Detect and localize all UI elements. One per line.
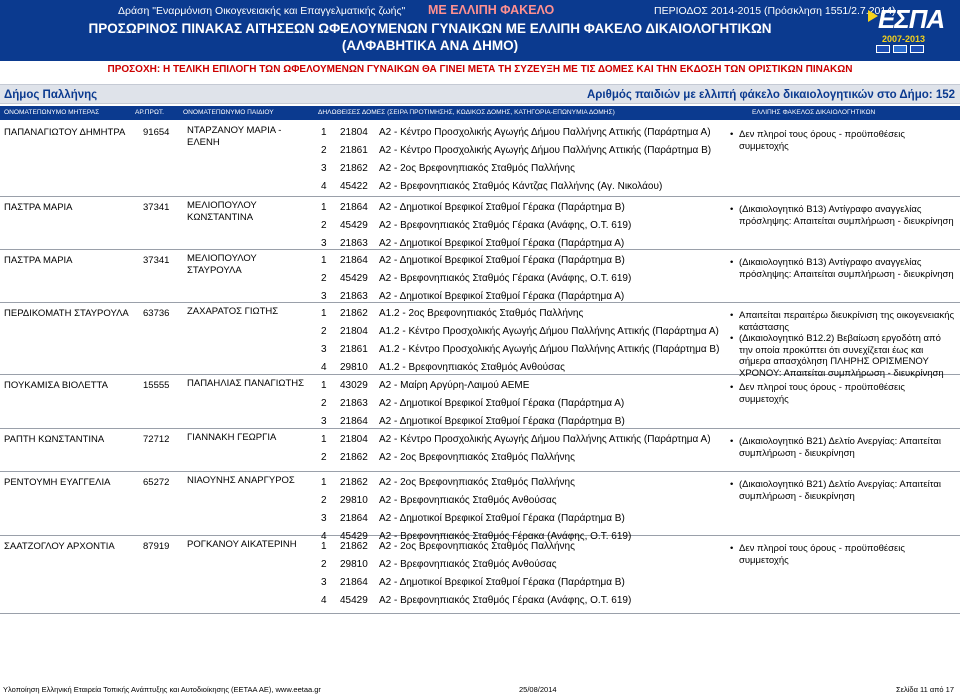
- espa-logo: [870, 4, 952, 54]
- missing-document-note: [729, 310, 955, 333]
- municipality-count: [587, 89, 955, 101]
- facility-description: Α2 - Δημοτικοί Βρεφικοί Σταθμοί Γέρακα (Παράρτημα Β): [379, 513, 625, 524]
- table-row: [0, 375, 960, 429]
- facility-code: 21864: [340, 416, 368, 427]
- child-name: ΓΙΑΝΝΑΚΗ ΓΕΩΡΓΙΑ: [187, 432, 277, 443]
- missing-document-note: [729, 333, 955, 379]
- mother-name: ΠΑΣΤΡΑ ΜΑΡΙΑ: [4, 255, 73, 266]
- note-text: (Δικαιολογητικό Β12.2) Βεβαίωση εργοδότη από την οποία προκύπτει ότι συνεχίζεται έως και σήμερα απασχόληση ΠΛΗΡΗΣ ΟΡΙΣΜΕΝΟΥ ΧΡΟΝΟΥ: Απαιτείται συμπλήρωση - διευκρίνηση: [739, 333, 944, 379]
- logo-years: 2007-2013: [882, 34, 926, 44]
- facility-code: 29810: [340, 495, 368, 506]
- option-rank: 1: [321, 541, 327, 552]
- note-text: (Δικαιολογητικό Β21) Δελτίο Ανεργίας: Απαιτείται συμπλήρωση - διευκρίνηση: [739, 436, 941, 459]
- facility-code: 21862: [340, 308, 368, 319]
- eu-greece-flags-icon: [876, 45, 946, 53]
- facility-code: 21861: [340, 145, 368, 156]
- facility-description: Α2 - Δημοτικοί Βρεφικοί Σταθμοί Γέρακα (Παράρτημα Α): [379, 291, 625, 302]
- option-rank: 1: [321, 380, 327, 391]
- option-rank: 2: [321, 326, 327, 337]
- facility-description: Α2 - Μαίρη Αργύρη-Λαιμού ΑΕΜΕ: [379, 380, 530, 391]
- option-rank: 1: [321, 202, 327, 213]
- missing-document-note: [729, 204, 955, 227]
- facility-description: Α2 - Δημοτικοί Βρεφικοί Σταθμοί Γέρακα (Παράρτημα Β): [379, 255, 625, 266]
- facility-description: Α2 - 2ος Βρεφονηπιακός Σταθμός Παλλήνης: [379, 477, 575, 488]
- option-rank: 1: [321, 434, 327, 445]
- footer-credit: Υλοποίηση Ελληνική Εταιρεία Τοπικής Ανάπτυξης και Αυτοδιοίκησης (ΕΕΤΑΑ ΑΕ), www.eetaa.gr: [3, 685, 321, 694]
- mother-name: ΠΑΠΑΝΑΓΙΩΤΟΥ ΔΗΜΗΤΡΑ: [4, 127, 126, 138]
- facility-description: Α1.2 - Βρεφονηπιακός Σταθμός Ανθούσας: [379, 362, 565, 373]
- option-rank: 2: [321, 145, 327, 156]
- option-rank: 1: [321, 477, 327, 488]
- bullet-icon: •: [730, 479, 734, 490]
- protocol-number: 87919: [143, 541, 170, 552]
- facility-code: 29810: [340, 362, 368, 373]
- missing-document-note: [729, 129, 955, 152]
- facility-description: Α2 - Βρεφονηπιακός Σταθμός Γέρακα (Ανάφης, Ο.Τ. 619): [379, 595, 632, 606]
- document-title: ΠΡΟΣΩΡΙΝΟΣ ΠΙΝΑΚΑΣ ΑΙΤΗΣΕΩΝ ΩΦΕΛΟΥΜΕΝΩΝ ΓΥΝΑΙΚΩΝ ΜΕ ΕΛΛΙΠΗ ΦΑΚΕΛΟ ΔΙΚΑΙΟΛΟΓΗΤΙΚΩΝ: [88, 21, 772, 36]
- note-text: Δεν πληροί τους όρους - προϋποθέσεις συμμετοχής: [739, 382, 905, 405]
- column-header-row: [0, 106, 960, 120]
- mother-name: ΣΑΑΤΖΟΓΛΟΥ ΑΡΧΟΝΤΙΑ: [4, 541, 115, 552]
- facility-code: 21862: [340, 541, 368, 552]
- mother-name: ΠΟΥΚΑΜΙΣΑ ΒΙΟΛΕΤΤΑ: [4, 380, 108, 391]
- col-notes: ΕΛΛΙΠΗΣ ΦΑΚΕΛΟΣ ΔΙΚΑΙΟΛΟΓΗΤΙΚΩΝ: [752, 109, 876, 116]
- bullet-icon: •: [730, 436, 734, 447]
- option-rank: 3: [321, 577, 327, 588]
- facility-code: 21864: [340, 255, 368, 266]
- option-rank: 4: [321, 595, 327, 606]
- facility-description: Α1.2 - Κέντρο Προσχολικής Αγωγής Δήμου Παλλήνης Αττικής (Παράρτημα Α): [379, 326, 719, 337]
- mother-name: ΡΕΝΤΟΥΜΗ ΕΥΑΓΓΕΛΙΑ: [4, 477, 111, 488]
- facility-code: 21804: [340, 127, 368, 138]
- mother-name: ΠΑΣΤΡΑ ΜΑΡΙΑ: [4, 202, 73, 213]
- protocol-number: 65272: [143, 477, 170, 488]
- facility-description: Α2 - Δημοτικοί Βρεφικοί Σταθμοί Γέρακα (Παράρτημα Β): [379, 577, 625, 588]
- municipality-bar: [0, 84, 960, 104]
- child-name: ΝΙΑΟΥΝΗΣ ΑΝΑΡΓΥΡΟΣ: [187, 475, 295, 486]
- facility-description: Α2 - Βρεφονηπιακός Σταθμός Ανθούσας: [379, 495, 557, 506]
- missing-documents: [729, 310, 955, 379]
- facility-description: Α2 - 2ος Βρεφονηπιακός Σταθμός Παλλήνης: [379, 452, 575, 463]
- table-row: [0, 536, 960, 614]
- facility-code: 45422: [340, 181, 368, 192]
- facility-description: Α2 - 2ος Βρεφονηπιακός Σταθμός Παλλήνης: [379, 541, 575, 552]
- facility-code: 21804: [340, 434, 368, 445]
- logo-arrow-icon: [868, 10, 878, 22]
- child-name: ΖΑΧΑΡΑΤΟΣ ΓΙΩΤΗΣ: [187, 306, 279, 317]
- period-label: ΠΕΡΙΟΔΟΣ 2014-2015 (Πρόσκληση 1551/2.7.2014): [654, 5, 896, 17]
- facility-code: 21862: [340, 477, 368, 488]
- col-protocol: ΑΡ.ΠΡΩΤ.: [135, 109, 165, 116]
- facility-code: 21864: [340, 202, 368, 213]
- bullet-icon: •: [730, 382, 734, 393]
- option-rank: 3: [321, 291, 327, 302]
- missing-document-note: [729, 382, 955, 405]
- option-rank: 1: [321, 255, 327, 266]
- facility-code: 45429: [340, 220, 368, 231]
- facility-description: Α2 - Κέντρο Προσχολικής Αγωγής Δήμου Παλλήνης Αττικής (Παράρτημα Α): [379, 127, 711, 138]
- page-header: [0, 0, 960, 61]
- protocol-number: 37341: [143, 202, 170, 213]
- col-options: ΔΗΛΩΘΕΙΣΕΣ ΔΟΜΕΣ (ΣΕΙΡΑ ΠΡΟΤΙΜΗΣΗΣ, ΚΩΔΙΚΟΣ ΔΟΜΗΣ, ΚΑΤΗΓΟΡΙΑ-ΕΠΩΝΥΜΙΑ ΔΟΜΗΣ): [318, 109, 615, 116]
- facility-code: 21861: [340, 344, 368, 355]
- facility-code: 21863: [340, 398, 368, 409]
- option-rank: 3: [321, 163, 327, 174]
- facility-code: 43029: [340, 380, 368, 391]
- option-rank: 4: [321, 181, 327, 192]
- facility-description: Α2 - Δημοτικοί Βρεφικοί Σταθμοί Γέρακα (Παράρτημα Β): [379, 202, 625, 213]
- facility-code: 21862: [340, 163, 368, 174]
- document-subtitle: (ΑΛΦΑΒΗΤΙΚΑ ΑΝΑ ΔΗΜΟ): [341, 38, 519, 53]
- facility-code: 21864: [340, 577, 368, 588]
- option-rank: 4: [321, 362, 327, 373]
- missing-document-note: [729, 479, 955, 502]
- facility-code: 45429: [340, 595, 368, 606]
- footer-date: 25/08/2014: [519, 685, 557, 694]
- option-rank: 2: [321, 452, 327, 463]
- mother-name: ΠΕΡΔΙΚΟΜΑΤΗ ΣΤΑΥΡΟΥΛΑ: [4, 308, 129, 319]
- list-type-label: ΜΕ ΕΛΛΙΠΗ ΦΑΚΕΛΟ: [428, 3, 555, 17]
- note-text: Δεν πληροί τους όρους - προϋποθέσεις συμμετοχής: [739, 129, 905, 152]
- mother-name: ΡΑΠΤΗ ΚΩΝΣΤΑΝΤΙΝΑ: [4, 434, 105, 445]
- missing-document-note: [729, 543, 955, 566]
- logo-wordmark: ΕΣΠΑ: [878, 4, 945, 34]
- bullet-icon: •: [730, 543, 734, 554]
- table-row: [0, 429, 960, 472]
- col-child: ΟΝΟΜΑΤΕΠΩΝΥΜΟ ΠΑΙΔΙΟΥ: [183, 109, 274, 116]
- missing-documents: [729, 479, 955, 502]
- program-name: Δράση "Εναρμόνιση Οικογενειακής και Επαγγελματικής ζωής": [118, 5, 406, 17]
- bullet-icon: •: [730, 310, 734, 321]
- child-name: ΜΕΛΙΟΠΟΥΛΟΥ ΚΩΝΣΤΑΝΤΙΝΑ: [187, 200, 257, 223]
- col-mother: ΟΝΟΜΑΤΕΠΩΝΥΜΟ ΜΗΤΕΡΑΣ: [4, 109, 100, 116]
- option-rank: 3: [321, 416, 327, 427]
- child-name: ΡΟΓΚΑΝΟΥ ΑΙΚΑΤΕΡΙΝΗ: [187, 539, 297, 550]
- note-text: Δεν πληροί τους όρους - προϋποθέσεις συμμετοχής: [739, 543, 905, 566]
- municipality-name: Δήμος Παλλήνης: [4, 89, 98, 101]
- note-text: (Δικαιολογητικό Β13) Αντίγραφο αναγγελίας πρόσληψης: Απαιτείται συμπλήρωση - διευκρίνηση: [739, 204, 954, 227]
- count-label: Αριθμός παιδιών με ελλιπή φάκελο δικαιολογητικών στο Δήμο:: [587, 89, 933, 101]
- page-footer: [0, 681, 960, 697]
- warning-notice: ΠΡΟΣΟΧΗ: Η ΤΕΛΙΚΗ ΕΠΙΛΟΓΗ ΤΩΝ ΩΦΕΛΟΥΜΕΝΩΝ ΓΥΝΑΙΚΩΝ ΘΑ ΓΙΝΕΙ ΜΕΤΑ ΤΗ ΣΥΖΕΥΞΗ ΜΕ ΤΙΣ ΔΟΜΕΣ ΚΑΙ ΤΗΝ ΕΚΔΟΣΗ ΤΩΝ ΟΡΙΣΤΙΚΩΝ ΠΙΝΑΚΩΝ: [107, 64, 853, 75]
- protocol-number: 72712: [143, 434, 170, 445]
- facility-description: Α2 - Βρεφονηπιακός Σταθμός Γέρακα (Ανάφης, Ο.Τ. 619): [379, 220, 632, 231]
- option-rank: 3: [321, 513, 327, 524]
- child-name: ΝΤΑΡΖΑΝΟΥ ΜΑΡΙΑ - ΕΛΕΝΗ: [187, 125, 282, 148]
- facility-description: Α2 - 2ος Βρεφονηπιακός Σταθμός Παλλήνης: [379, 163, 575, 174]
- missing-documents: [729, 129, 955, 152]
- option-rank: 2: [321, 273, 327, 284]
- facility-code: 29810: [340, 559, 368, 570]
- facility-code: 21863: [340, 238, 368, 249]
- facility-code: 21863: [340, 291, 368, 302]
- option-rank: 1: [321, 127, 327, 138]
- bullet-icon: •: [730, 257, 734, 268]
- facility-description: Α2 - Βρεφονηπιακός Σταθμός Ανθούσας: [379, 559, 557, 570]
- option-rank: 2: [321, 220, 327, 231]
- protocol-number: 63736: [143, 308, 170, 319]
- facility-code: 21862: [340, 452, 368, 463]
- missing-documents: [729, 436, 955, 459]
- missing-documents: [729, 257, 955, 280]
- option-rank: 2: [321, 559, 327, 570]
- option-rank: 1: [321, 308, 327, 319]
- facility-code: 21804: [340, 326, 368, 337]
- facility-description: Α2 - Κέντρο Προσχολικής Αγωγής Δήμου Παλλήνης Αττικής (Παράρτημα Β): [379, 145, 712, 156]
- protocol-number: 15555: [143, 380, 170, 391]
- facility-code: 45429: [340, 531, 368, 542]
- facility-description: Α2 - Δημοτικοί Βρεφικοί Σταθμοί Γέρακα (Παράρτημα Β): [379, 416, 625, 427]
- option-rank: 3: [321, 344, 327, 355]
- missing-documents: [729, 204, 955, 227]
- missing-documents: [729, 382, 955, 405]
- table-row: [0, 303, 960, 379]
- missing-document-note: [729, 257, 955, 280]
- child-name: ΠΑΠΑΗΛΙΑΣ ΠΑΝΑΓΙΩΤΗΣ: [187, 378, 304, 389]
- protocol-number: 91654: [143, 127, 170, 138]
- table-row: [0, 197, 960, 250]
- facility-description: Α2 - Βρεφονηπιακός Σταθμός Γέρακα (Ανάφης, Ο.Τ. 619): [379, 531, 632, 542]
- child-name: ΜΕΛΙΟΠΟΥΛΟΥ ΣΤΑΥΡΟΥΛΑ: [187, 253, 257, 276]
- option-rank: 4: [321, 531, 327, 542]
- facility-description: Α2 - Δημοτικοί Βρεφικοί Σταθμοί Γέρακα (Παράρτημα Α): [379, 398, 625, 409]
- table-row: [0, 250, 960, 303]
- facility-description: Α2 - Κέντρο Προσχολικής Αγωγής Δήμου Παλλήνης Αττικής (Παράρτημα Α): [379, 434, 711, 445]
- missing-document-note: [729, 436, 955, 459]
- missing-documents: [729, 543, 955, 566]
- facility-description: Α2 - Βρεφονηπιακός Σταθμός Κάντζας Παλλήνης (Αγ. Νικολάου): [379, 181, 663, 192]
- count-value: 152: [935, 89, 955, 101]
- facility-description: Α2 - Δημοτικοί Βρεφικοί Σταθμοί Γέρακα (Παράρτημα Α): [379, 238, 625, 249]
- footer-page-number: Σελίδα 11 από 17: [896, 685, 954, 694]
- option-rank: 3: [321, 238, 327, 249]
- bullet-icon: •: [730, 333, 734, 344]
- table-row: [0, 122, 960, 197]
- facility-description: Α1.2 - Κέντρο Προσχολικής Αγωγής Δήμου Παλλήνης Αττικής (Παράρτημα Β): [379, 344, 720, 355]
- option-rank: 2: [321, 398, 327, 409]
- note-text: (Δικαιολογητικό Β21) Δελτίο Ανεργίας: Απαιτείται συμπλήρωση - διευκρίνηση: [739, 479, 941, 502]
- bullet-icon: •: [730, 129, 734, 140]
- facility-description: Α1.2 - 2ος Βρεφονηπιακός Σταθμός Παλλήνης: [379, 308, 584, 319]
- table-row: [0, 472, 960, 542]
- option-rank: 2: [321, 495, 327, 506]
- facility-description: Α2 - Βρεφονηπιακός Σταθμός Γέρακα (Ανάφης, Ο.Τ. 619): [379, 273, 632, 284]
- note-text: (Δικαιολογητικό Β13) Αντίγραφο αναγγελίας πρόσληψης: Απαιτείται συμπλήρωση - διευκρίνηση: [739, 257, 954, 280]
- facility-code: 45429: [340, 273, 368, 284]
- facility-code: 21864: [340, 513, 368, 524]
- note-text: Απαιτείται περαιτέρω διευκρίνιση της οικογενειακής κατάστασης: [739, 310, 955, 333]
- protocol-number: 37341: [143, 255, 170, 266]
- bullet-icon: •: [730, 204, 734, 215]
